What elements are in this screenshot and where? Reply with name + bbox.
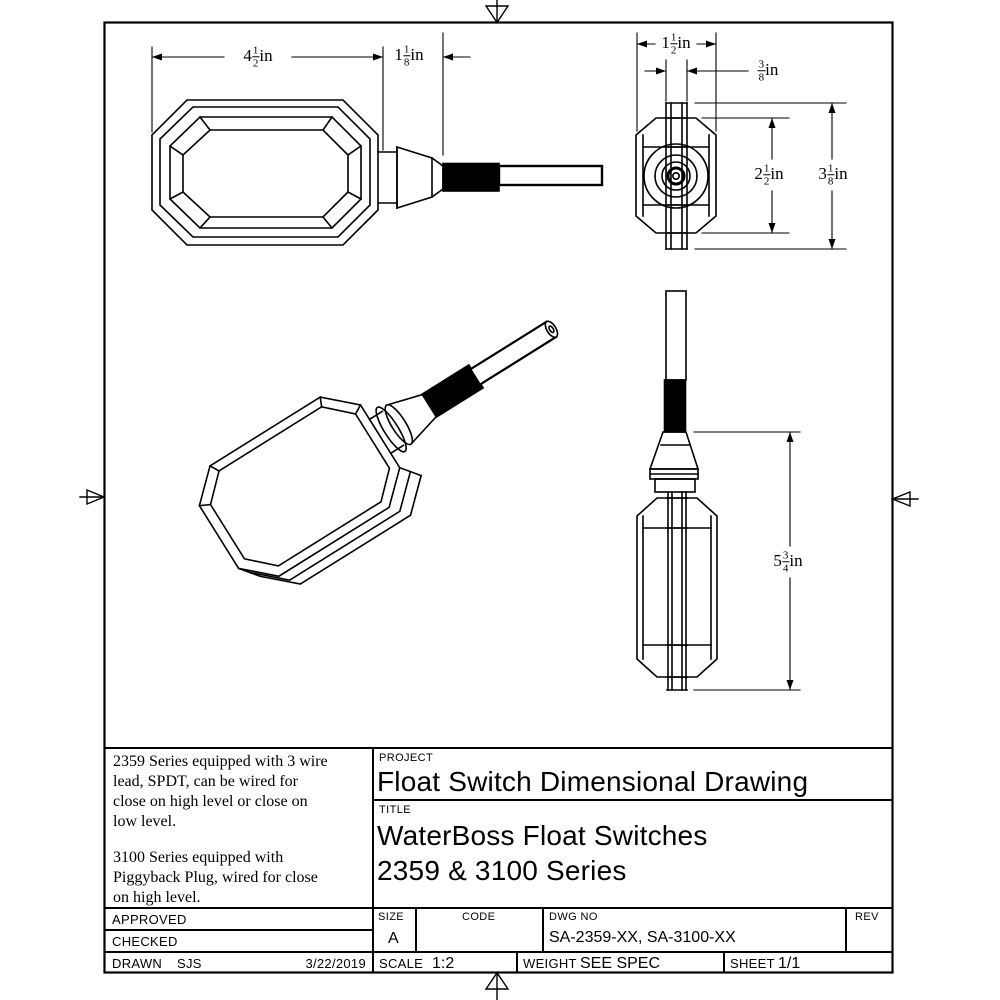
drawn-date-value: 3/22/2019: [305, 956, 366, 971]
title-block-line: [723, 952, 725, 973]
dimension-label-float-length: [242, 45, 273, 69]
drawn-label: DRAWN: [112, 956, 163, 971]
approved-label: APPROVED: [112, 912, 187, 927]
dim-whole: 1: [661, 33, 670, 53]
front-view-drawing: [637, 291, 717, 690]
end-view-drawing: [636, 103, 716, 249]
dim-fraction: $\frac{1}{2}$: [763, 162, 770, 187]
title-block-line: [104, 929, 372, 931]
dim-whole: 2: [754, 164, 763, 184]
title-block-line: [516, 952, 518, 973]
dim-fraction: $\frac{1}{2}$: [670, 31, 677, 56]
dim-fraction: $\frac{3}{8}$: [758, 58, 765, 83]
sheet-value: 1/1: [778, 955, 801, 972]
dwg-no-value: SA-2359-XX, SA-3100-XX: [549, 929, 736, 946]
title-block-line: [415, 907, 417, 952]
dim-unit: in: [259, 46, 273, 66]
note-paragraph-gap: [113, 832, 365, 848]
checked-label: CHECKED: [112, 934, 178, 949]
title-block-line: [542, 907, 544, 952]
registration-mark-left: [80, 490, 104, 504]
note-line: close on high level or close on: [113, 793, 308, 810]
dimension-label-overall-length: [772, 550, 803, 574]
note-line: low level.: [113, 813, 177, 830]
dimension-label-float-width: [660, 32, 691, 56]
dimension-label-overall-height: [817, 163, 848, 187]
drawing-title-line2: 2359 & 3100 Series: [377, 855, 627, 886]
dim-unit: in: [834, 164, 848, 184]
rev-label: REV: [855, 911, 879, 923]
title-label: TITLE: [379, 804, 411, 816]
dim-unit: in: [677, 33, 691, 53]
dim-whole: 5: [773, 551, 782, 571]
scale-label: SCALE: [379, 956, 424, 971]
project-title: Float Switch Dimensional Drawing: [377, 766, 809, 797]
project-label: PROJECT: [379, 752, 434, 764]
drawing-title-line1: WaterBoss Float Switches: [377, 820, 708, 851]
dim-unit: in: [770, 164, 784, 184]
title-block-line: [372, 799, 893, 801]
dimension-label-gland-length: [393, 44, 424, 68]
registration-mark-right: [892, 492, 918, 506]
dim-unit: in: [410, 45, 424, 65]
size-value: A: [388, 930, 399, 947]
dimension-label-body-height: [753, 163, 784, 187]
dim-fraction: $\frac{1}{8}$: [403, 43, 410, 68]
isometric-view-drawing: [185, 272, 600, 608]
dim-fraction: $\frac{3}{4}$: [782, 549, 789, 574]
note-line: 2359 Series equipped with 3 wire: [113, 753, 328, 770]
title-block-line: [104, 951, 893, 954]
dim-unit: in: [789, 551, 803, 571]
title-block-line: [104, 747, 893, 749]
registration-mark-top: [486, 0, 508, 23]
note-line: lead, SPDT, can be wired for: [113, 773, 298, 790]
weight-label: WEIGHT: [523, 956, 577, 971]
dimension-gland-length: [443, 33, 470, 155]
drawn-by-value: SJS: [177, 956, 202, 971]
registration-mark-bottom: [486, 973, 508, 1000]
dim-unit: in: [765, 60, 779, 80]
series-notes: [113, 752, 365, 908]
dim-whole: 3: [818, 164, 827, 184]
dim-fraction: $\frac{1}{8}$: [827, 162, 834, 187]
code-label: CODE: [462, 911, 496, 923]
sheet-label: SHEET: [730, 956, 775, 971]
scale-value: 1:2: [432, 955, 455, 972]
dimension-band-width: [645, 60, 748, 101]
note-line: 3100 Series equipped with: [113, 849, 284, 866]
dwg-no-label: DWG NO: [549, 911, 598, 923]
dim-fraction: $\frac{1}{2}$: [252, 44, 259, 69]
side-view-drawing: [152, 100, 602, 245]
note-line: on high level.: [113, 889, 201, 906]
dim-whole: 1: [394, 45, 403, 65]
title-block-line: [372, 747, 374, 973]
note-line: Piggyback Plug, wired for close: [113, 869, 318, 886]
title-block-line: [845, 907, 847, 952]
weight-value: SEE SPEC: [580, 955, 661, 972]
dim-whole: 4: [243, 46, 252, 66]
size-label: SIZE: [378, 911, 405, 923]
dimension-label-band-width: [757, 59, 780, 83]
